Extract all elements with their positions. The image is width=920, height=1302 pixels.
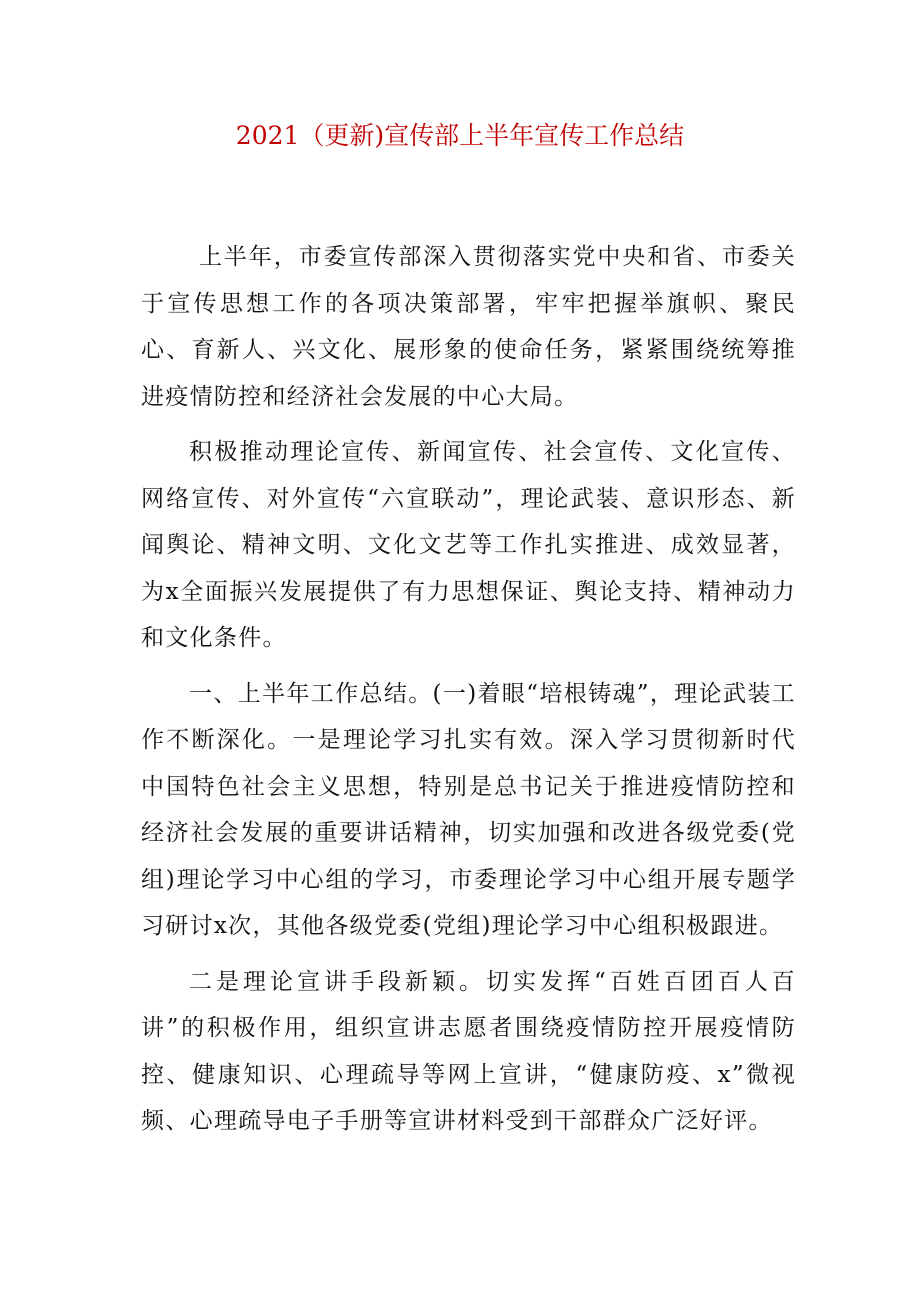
paragraph-six-publicity: 积极推动理论宣传、新闻宣传、社会宣传、文化宣传、网络宣传、对外宣传“六宣联动”，理论武装、意识形态、新闻舆论、精神文明、文化文艺等工作扎实推进、成效显著，为x全面振兴发展提供了有力思想保证、舆论支持、精神动力和文化条件。 [141,439,796,651]
paragraph-work-summary: 一、上半年工作总结。(一)着眼“培根铸魂”，理论武装工作不断深化。一是理论学习扎实有效。深入学习贯彻新时代中国特色社会主义思想，特别是总书记关于推进疫情防控和经济社会发展的重要讲话精神，切实加强和改进各级党委(党组)理论学习中心组的学习，市委理论学习中心组开展专题学习研讨x次，其他各级党委(党组)理论学习中心组积极跟进。 [141,680,796,939]
paragraph-intro: 上半年，市委宣传部深入贯彻落实党中央和省、市委关于宣传思想工作的各项决策部署，牢牢把握举旗帜、聚民心、育新人、兴文化、展形象的使命任务，紧紧围绕统筹推进疫情防控和经济社会发展的中心大局。 [141,244,796,410]
paragraph-lecture-methods: 二是理论宣讲手段新颖。切实发挥“百姓百团百人百讲”的积极作用，组织宣讲志愿者围绕疫情防控开展疫情防控、健康知识、心理疏导等网上宣讲，“健康防疫、x”微视频、心理疏导电子手册等宣讲材料受到干部群众广泛好评。 [141,968,796,1134]
document-body [141,234,796,1154]
document-title: 2021（更新)宣传部上半年宣传工作总结 [235,121,685,150]
